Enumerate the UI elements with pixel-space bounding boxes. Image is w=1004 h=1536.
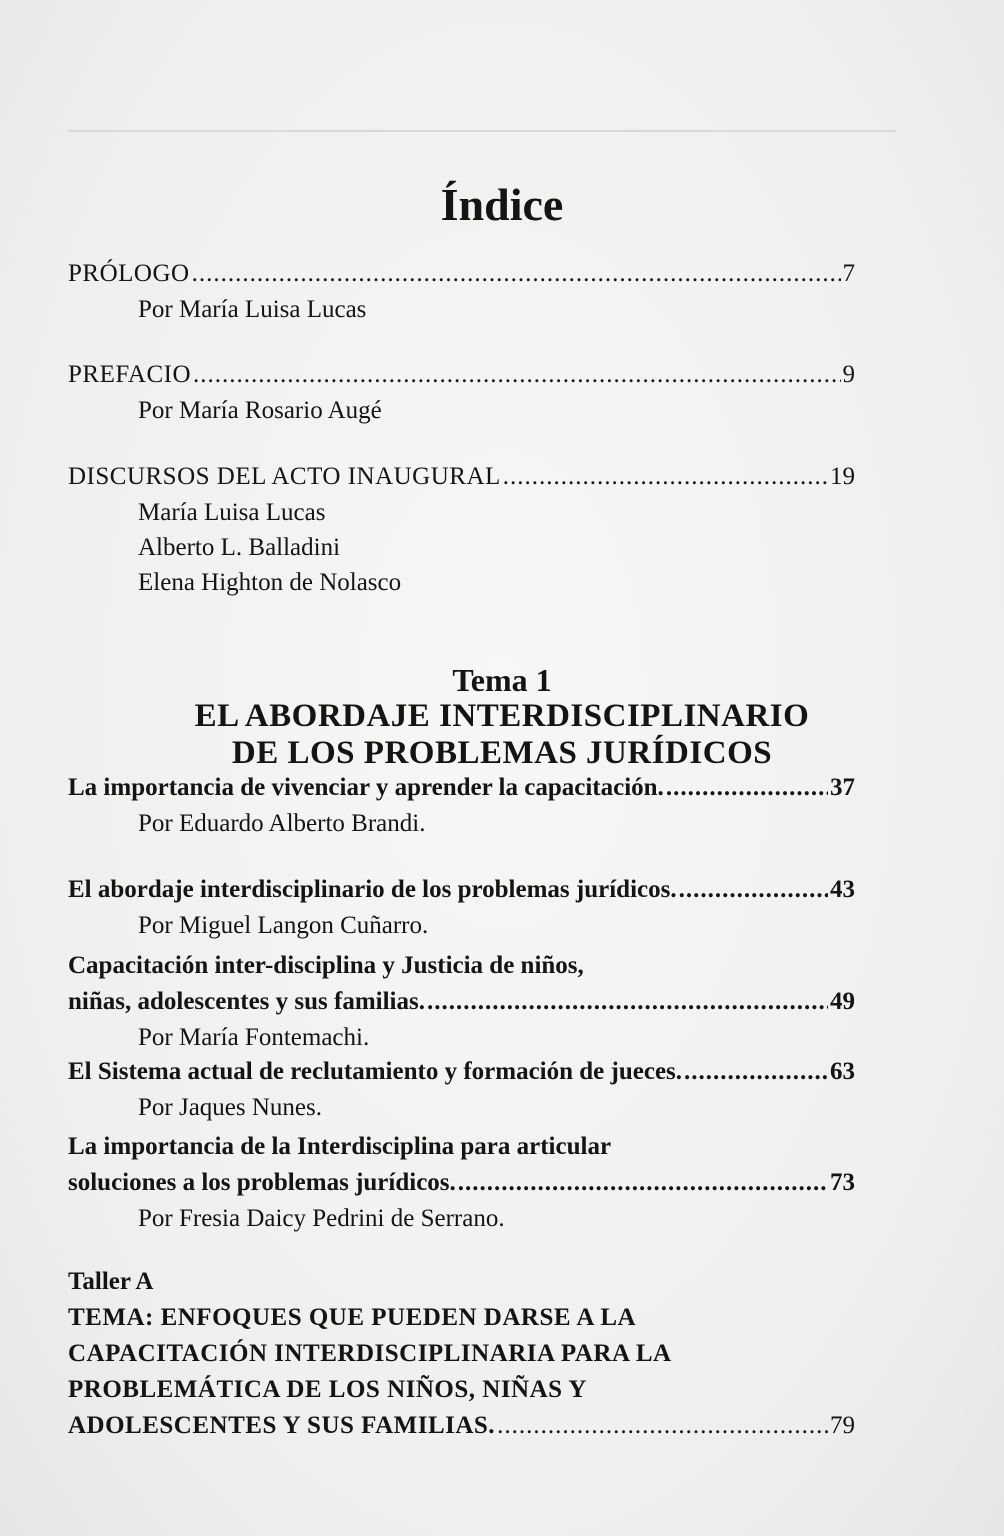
leader-dots bbox=[427, 984, 828, 1020]
leader-dots bbox=[666, 770, 828, 806]
toc-label: PREFACIO bbox=[68, 361, 192, 388]
toc-row bbox=[68, 256, 855, 292]
chapter-title: La importancia de vivenciar y aprender la capacitación. bbox=[68, 774, 664, 801]
toc-author: Por María Luisa Lucas bbox=[138, 296, 367, 323]
toc-entry-chapter bbox=[68, 948, 855, 1055]
speaker-name: Alberto L. Balladini bbox=[138, 534, 341, 561]
page-number: 19 bbox=[830, 463, 855, 490]
toc-author: Por Fresia Daicy Pedrini de Serrano. bbox=[138, 1205, 505, 1232]
toc-author: Por Miguel Langon Cuñarro. bbox=[138, 912, 429, 939]
leader-dots bbox=[497, 1408, 828, 1444]
chapter-title-line: niñas, adolescentes y sus familias. bbox=[68, 988, 425, 1015]
speaker-name: Elena Highton de Nolasco bbox=[138, 569, 402, 596]
toc-entry-taller-a bbox=[68, 1264, 855, 1444]
workshop-title-line: TEMA: ENFOQUES QUE PUEDEN DARSE A LA bbox=[68, 1304, 637, 1331]
page-number: 79 bbox=[830, 1412, 855, 1439]
toc-author: Por Jaques Nunes. bbox=[138, 1094, 323, 1121]
leader-dots bbox=[193, 357, 840, 393]
toc-author: Por Eduardo Alberto Brandi. bbox=[138, 810, 426, 837]
leader-dots bbox=[679, 872, 828, 908]
page-number: 73 bbox=[830, 1169, 855, 1196]
toc-row bbox=[68, 357, 855, 393]
page-number: 37 bbox=[830, 774, 855, 801]
show-through-rule bbox=[68, 130, 896, 132]
toc-entry-chapter bbox=[68, 872, 855, 943]
toc-row bbox=[68, 770, 855, 806]
workshop-title-line: CAPACITACIÓN INTERDISCIPLINARIA PARA LA bbox=[68, 1340, 672, 1367]
toc-entry-chapter bbox=[68, 1129, 855, 1236]
chapter-title-line: soluciones a los problemas jurídicos. bbox=[68, 1169, 456, 1196]
toc-entry-discursos bbox=[68, 459, 855, 600]
chapter-title: El Sistema actual de reclutamiento y formación de jueces. bbox=[68, 1058, 683, 1085]
toc-label: PRÓLOGO bbox=[68, 260, 190, 287]
leader-dots bbox=[192, 256, 841, 292]
page-title: Índice bbox=[440, 179, 564, 230]
section-heading-tema-1 bbox=[0, 662, 1004, 772]
page-number: 7 bbox=[842, 260, 855, 287]
toc-author: Por María Fontemachi. bbox=[138, 1024, 370, 1051]
workshop-title-line: PROBLEMÁTICA DE LOS NIÑOS, NIÑAS Y bbox=[68, 1376, 587, 1403]
section-label: Tema 1 bbox=[452, 662, 552, 698]
toc-row bbox=[68, 1165, 855, 1201]
chapter-title-line: La importancia de la Interdisciplina para articular bbox=[68, 1133, 612, 1160]
section-title-line: EL ABORDAJE INTERDISCIPLINARIO bbox=[194, 698, 810, 734]
toc-row bbox=[68, 872, 855, 908]
toc-entry-prefacio bbox=[68, 357, 855, 428]
toc-entry-prologo bbox=[68, 256, 855, 327]
leader-dots bbox=[503, 459, 828, 495]
chapter-title: El abordaje interdisciplinario de los problemas jurídicos. bbox=[68, 876, 677, 903]
speaker-name: María Luisa Lucas bbox=[138, 499, 326, 526]
leader-dots bbox=[684, 1054, 828, 1090]
toc-row bbox=[68, 1408, 855, 1444]
toc-row bbox=[68, 984, 855, 1020]
section-title-line: DE LOS PROBLEMAS JURÍDICOS bbox=[231, 735, 773, 771]
toc-row bbox=[68, 1054, 855, 1090]
toc-label: DISCURSOS DEL ACTO INAUGURAL bbox=[68, 463, 501, 490]
toc-row bbox=[68, 459, 855, 495]
page-number: 9 bbox=[842, 361, 855, 388]
toc-entry-chapter bbox=[68, 770, 855, 841]
chapter-title-line: Capacitación inter-disciplina y Justicia de niños, bbox=[68, 952, 584, 979]
leader-dots bbox=[458, 1165, 828, 1201]
page-number: 43 bbox=[830, 876, 855, 903]
workshop-title-line: ADOLESCENTES Y SUS FAMILIAS. bbox=[68, 1412, 496, 1439]
page-number: 49 bbox=[830, 988, 855, 1015]
page-number: 63 bbox=[830, 1058, 855, 1085]
toc-entry-chapter bbox=[68, 1054, 855, 1125]
toc-author: Por María Rosario Augé bbox=[138, 397, 382, 424]
workshop-label: Taller A bbox=[68, 1268, 154, 1295]
